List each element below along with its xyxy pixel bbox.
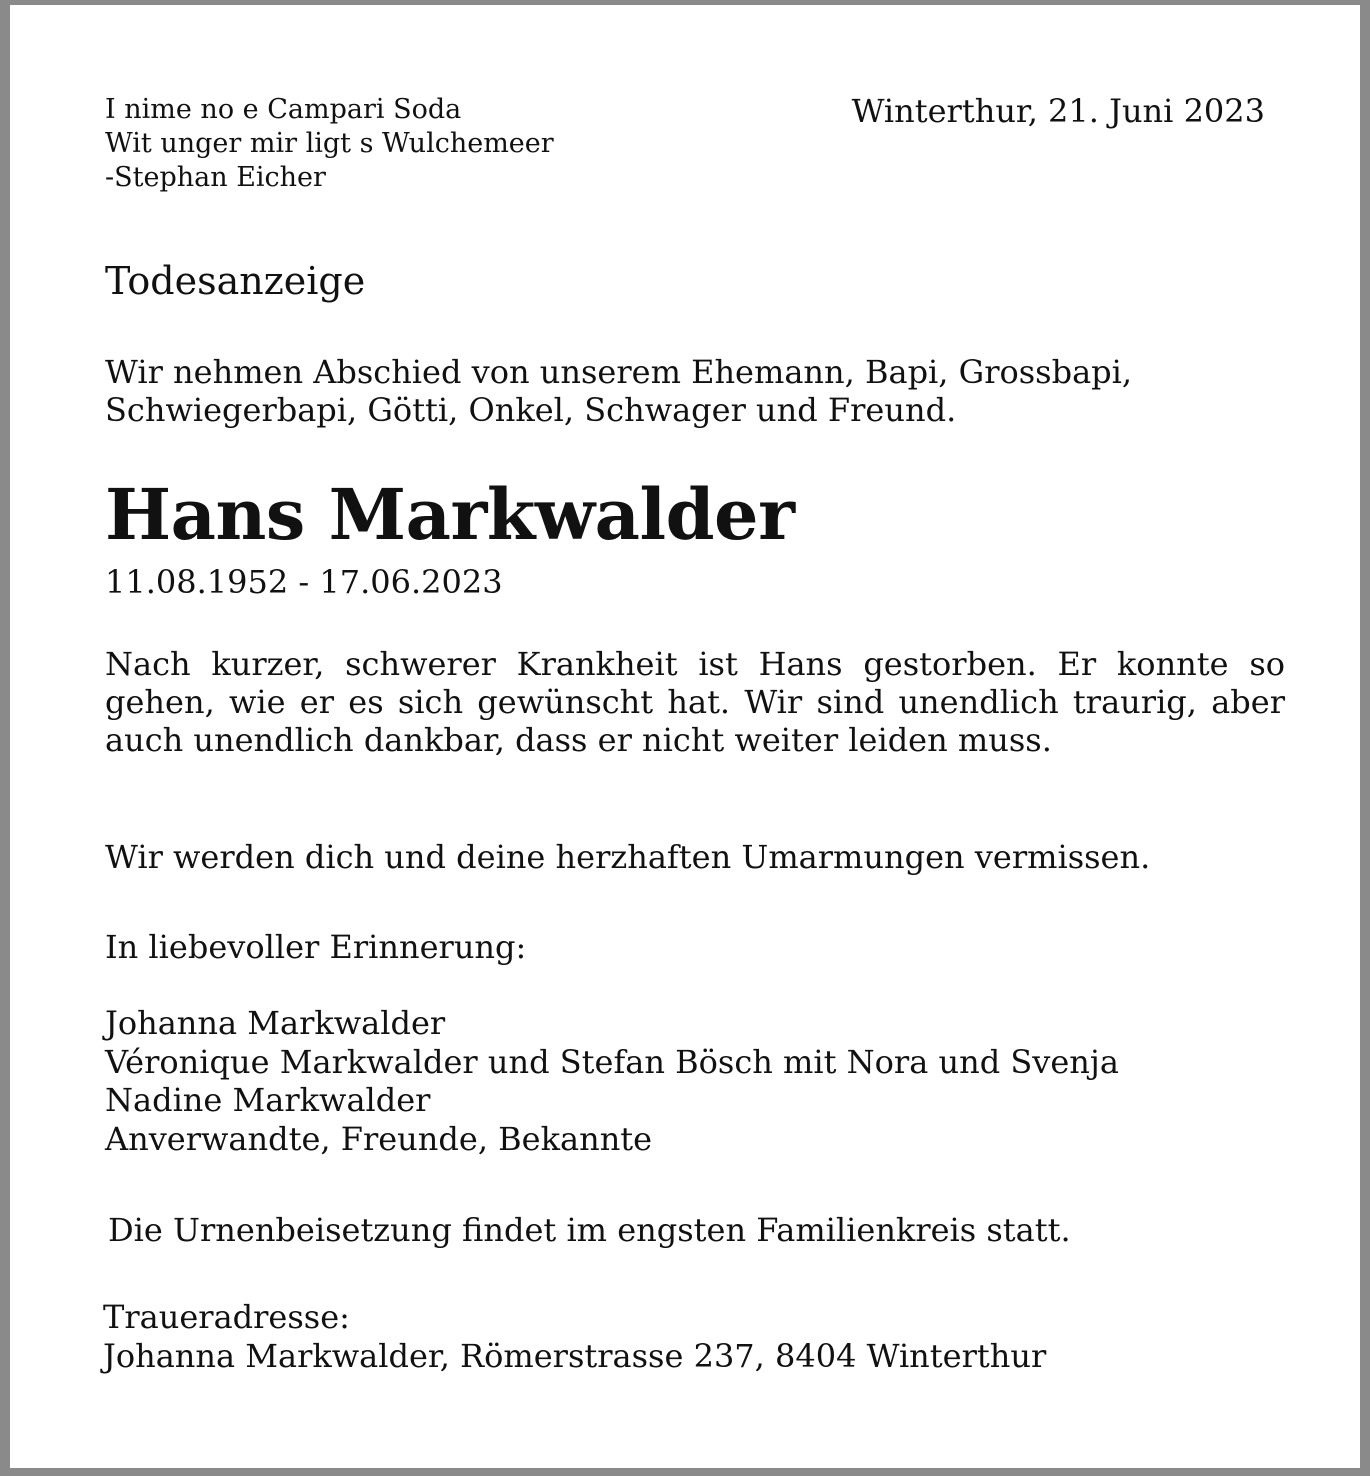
motto-quote (105, 93, 554, 195)
motto-line: I nime no e Campari Soda (105, 94, 462, 125)
body-paragraph: Nach kurzer, schwerer Krankheit ist Hans gestorben. Er konnte so gehen, wie er es sich gewünscht hat. Wir sind unendlich traurig, aber auch unendlich dankbar, dass er nicht weiter leiden muss. (105, 645, 1285, 759)
memory-label: In liebevoller Erinnerung: (105, 928, 527, 966)
motto-line: Wit unger mir ligt s Wulchemeer (105, 128, 554, 159)
place-date: Winterthur, 21. Juni 2023 (851, 92, 1265, 130)
intro-text (105, 353, 1132, 429)
address-label: Traueradresse: (103, 1298, 350, 1336)
mourner-item: Johanna Markwalder (105, 1004, 446, 1042)
mourner-item: Véronique Markwalder und Stefan Bösch mit Nora und Svenja (105, 1042, 1119, 1081)
notice-heading: Todesanzeige (105, 259, 366, 303)
miss-text: Wir werden dich und deine herzhaften Umarmungen vermissen. (105, 838, 1151, 876)
deceased-name: Hans Markwalder (105, 473, 795, 556)
intro-line: Wir nehmen Abschied von unserem Ehemann, Bapi, Grossbapi, (105, 353, 1133, 391)
mourner-item: Nadine Markwalder (105, 1081, 431, 1119)
mourner-item: Anverwandte, Freunde, Bekannte (105, 1119, 653, 1158)
motto-author: -Stephan Eicher (105, 162, 326, 193)
burial-notice: Die Urnenbeisetzung findet im engsten Familienkreis statt. (108, 1211, 1071, 1249)
mourning-address: Johanna Markwalder, Römerstrasse 237, 8404 Winterthur (103, 1337, 1047, 1375)
mourners-list (105, 1004, 1119, 1158)
life-dates: 11.08.1952 - 17.06.2023 (105, 563, 503, 601)
intro-line: Schwiegerbapi, Götti, Onkel, Schwager und Freund. (105, 391, 957, 429)
